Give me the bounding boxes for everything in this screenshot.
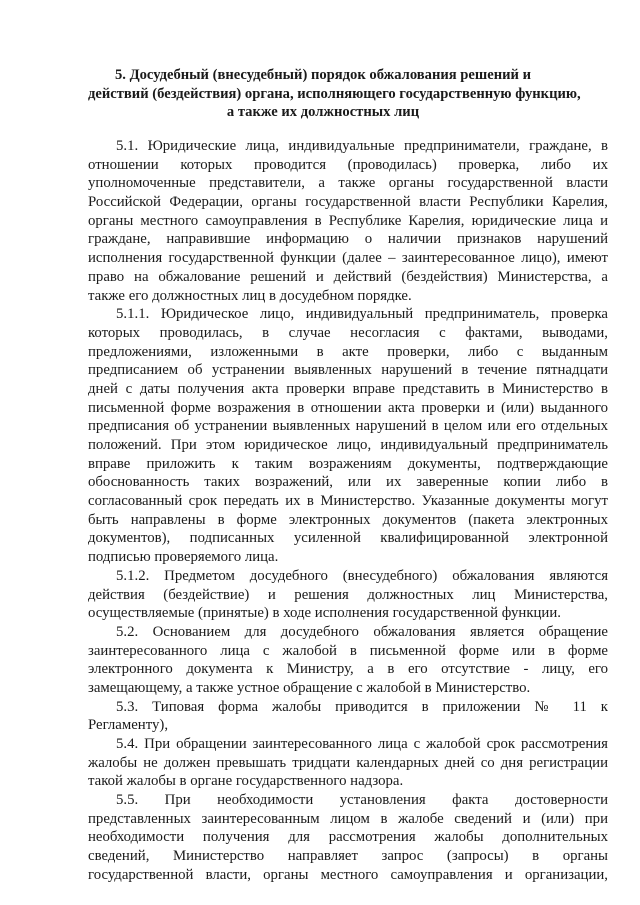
paragraph-5-1: [88, 137, 608, 305]
text-line: 5.1.2. Предметом досудебного (внесудебного) обжалования являются: [116, 567, 608, 584]
text-line: сведений, Министерство направляет запрос (запросы) в органы: [88, 848, 608, 865]
text-line: исполнения государственной функции (далее – заинтересованное лицо), имеют: [88, 250, 608, 267]
text-line: Российской Федерации, органы государственной власти Республики Карелия,: [88, 194, 608, 211]
text-line: 5.3. Типовая форма жалобы приводится в приложении № 11 к: [116, 698, 608, 715]
text-line: государственной власти, органы местного самоуправления и организации,: [88, 866, 608, 883]
text-line: дней с даты получения акта проверки вправе представить в Министерство в: [88, 380, 608, 397]
text-line: такой жалобы в органе государственного надзора.: [88, 773, 404, 790]
text-line: граждане, направившие информацию о наличии признаков нарушений: [88, 231, 608, 248]
text-line: которых проводилась, в случае несогласия с фактами, выводами,: [88, 324, 608, 341]
paragraph-5-3: [88, 698, 608, 735]
document-body: [88, 137, 608, 885]
text-line: право на обжалование решений и действий (бездействия) Министерства, а: [88, 268, 608, 285]
text-line: 5.2. Основанием для досудебного обжалования является обращение: [116, 623, 608, 640]
text-line: необходимости получения для рассмотрения жалобы дополнительных: [88, 829, 608, 846]
text-line: документов), подписанных усиленной квалифицированной электронной: [88, 530, 608, 547]
text-line: отношении которых проводится (проводилась) проверка, либо их: [88, 156, 608, 173]
paragraph-5-1-2: [88, 567, 608, 623]
heading-line: действий (бездействия) органа, исполняющего государственную функцию,: [88, 85, 581, 102]
text-line: обоснованность таких возражений, или их заверенные копии либо в: [88, 474, 608, 491]
text-line: замещающему, а также устное обращение с жалобой в Министерство.: [88, 679, 531, 696]
text-line: 5.1. Юридические лица, индивидуальные предприниматели, граждане, в: [116, 138, 608, 154]
paragraph-5-2: [88, 623, 608, 698]
text-line: также его должностных лиц в досудебном порядке.: [88, 287, 412, 304]
text-line: предписанием об устранении выявленных нарушений в течение пятнадцати: [88, 362, 608, 379]
text-line: 5.5. При необходимости установления факта достоверности: [116, 792, 608, 809]
paragraph-5-4: [88, 735, 608, 791]
text-line: заинтересованного лица с жалобой в письменной форме или в форме: [88, 642, 608, 659]
text-line: органы местного самоуправления в Республике Карелия, юридические лица и: [88, 212, 608, 229]
paragraph-5-5: [88, 791, 608, 884]
text-line: Регламенту),: [88, 717, 169, 734]
text-line: предписания об устранении выявленных нарушений в целом или его отдельных: [88, 418, 608, 435]
text-line: представленных заинтересованным лицом в жалобе сведений и (или) при: [88, 810, 608, 827]
text-line: 5.4. При обращении заинтересованного лица с жалобой срок рассмотрения: [116, 736, 608, 752]
text-line: 5.1.1. Юридическое лицо, индивидуальный предприниматель, проверка: [116, 306, 608, 323]
heading-line: а также их должностных лиц: [226, 104, 420, 120]
text-line: быть направлены в форме электронных документов (пакета электронных: [88, 511, 608, 528]
text-line: положений. При этом юридическое лицо, индивидуальный предприниматель: [88, 437, 608, 453]
text-line: осуществляемые (принятые) в ходе исполнения государственной функции.: [88, 605, 561, 622]
text-line: согласованный срок передать их в Министерство. Указанные документы могут: [88, 493, 608, 510]
text-line: электронного документа к Министру, а в его отсутствие - лицу, его: [88, 661, 608, 678]
text-line: подписью проверяемого лица.: [88, 549, 279, 566]
text-line: вправе приложить к таким возражениям документы, подтверждающие: [88, 455, 608, 472]
text-line: письменной форме возражения в отношении акта проверки и (или) выданного: [88, 399, 608, 416]
text-line: жалобы не должен превышать тридцати календарных дней со дня регистрации: [88, 754, 608, 771]
heading-line: 5. Досудебный (внесудебный) порядок обжалования решений и: [115, 67, 531, 83]
text-line: уполномоченные представители, а также органы государственной власти: [88, 175, 608, 192]
paragraph-5-1-1: [88, 305, 608, 567]
text-line: действия (бездействие) и решения должностных лиц Министерства,: [88, 586, 608, 603]
section-heading: [88, 66, 581, 122]
text-line: предложениями, изложенными в акте проверки, либо с выданным: [88, 343, 608, 360]
